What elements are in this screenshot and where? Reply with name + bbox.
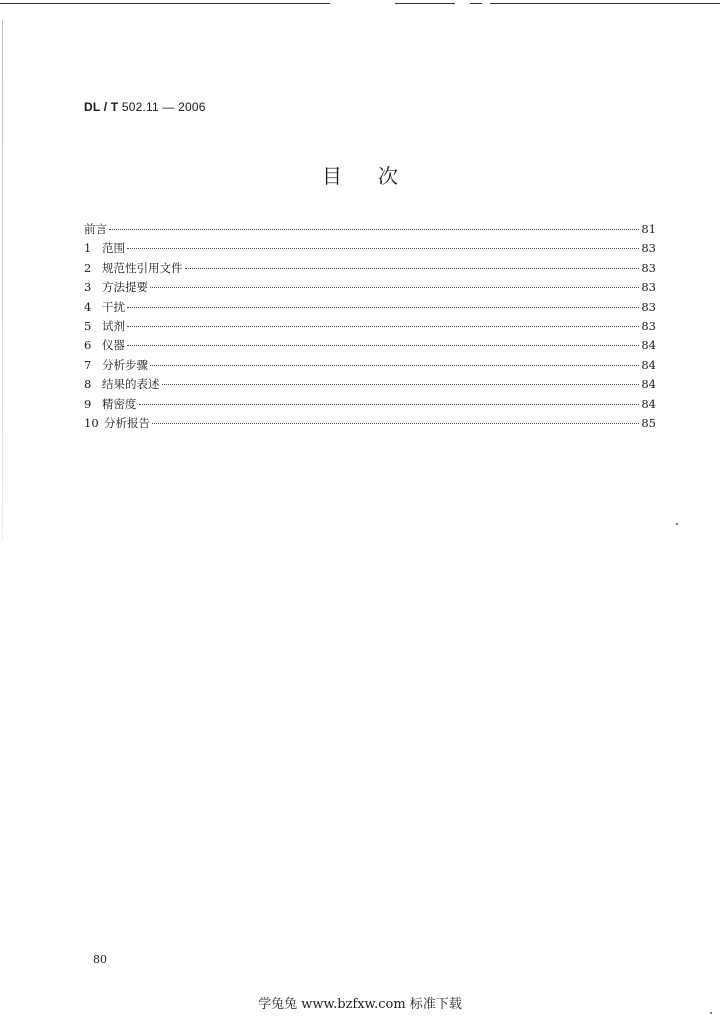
toc-entry-label: 范围 bbox=[102, 241, 125, 256]
toc-entry-number: 9 bbox=[84, 396, 92, 411]
toc-entry-page: 84 bbox=[641, 377, 656, 392]
toc-leader-dots bbox=[150, 365, 639, 366]
scan-border-left bbox=[2, 20, 3, 540]
toc-entry-label: 分析报告 bbox=[104, 415, 150, 430]
toc-entry[interactable] bbox=[84, 221, 656, 240]
toc-entry-label: 方法提要 bbox=[102, 280, 148, 295]
standard-code-header bbox=[84, 100, 206, 114]
toc-entry-label: 结果的表述 bbox=[102, 377, 160, 392]
toc-entry-page: 84 bbox=[641, 396, 656, 411]
toc-entry-number: 7 bbox=[84, 357, 92, 372]
toc-entry-number: 8 bbox=[84, 377, 92, 392]
toc-entry-page: 83 bbox=[641, 299, 656, 314]
toc-leader-dots bbox=[127, 326, 639, 327]
toc-entry[interactable] bbox=[84, 279, 656, 298]
toc-entry-number: 1 bbox=[84, 241, 92, 256]
toc-entry[interactable] bbox=[84, 357, 656, 376]
toc-leader-dots bbox=[127, 307, 639, 308]
toc-entry-number: 3 bbox=[84, 280, 92, 295]
toc-entry-number: 4 bbox=[84, 299, 92, 314]
scan-speck bbox=[710, 1012, 712, 1014]
standard-code-number: 502.11 — 2006 bbox=[121, 100, 206, 114]
toc-entry-label: 仪器 bbox=[102, 338, 125, 353]
page-number: 80 bbox=[93, 953, 107, 966]
toc-entry-label: 前言 bbox=[84, 222, 107, 236]
toc-entry-page: 81 bbox=[641, 222, 656, 236]
toc-entry[interactable] bbox=[84, 240, 656, 259]
toc-leader-dots bbox=[139, 404, 640, 405]
toc-leader-dots bbox=[109, 229, 639, 230]
toc-entry[interactable] bbox=[84, 396, 656, 415]
toc-entry-number: 5 bbox=[84, 318, 92, 333]
standard-code-prefix: DL / T bbox=[84, 100, 119, 114]
toc-entry-page: 83 bbox=[641, 241, 656, 256]
toc-leader-dots bbox=[127, 248, 639, 249]
toc-entry-label: 规范性引用文件 bbox=[102, 260, 183, 275]
toc-entry-number: 2 bbox=[84, 260, 92, 275]
toc-entry-label: 分析步骤 bbox=[102, 357, 148, 372]
toc-entry-number: 10 bbox=[84, 415, 99, 430]
toc-entry[interactable] bbox=[84, 260, 656, 279]
toc-entry-page: 83 bbox=[641, 318, 656, 333]
toc-entry[interactable] bbox=[84, 299, 656, 318]
toc-leader-dots bbox=[150, 287, 639, 288]
toc-leader-dots bbox=[152, 423, 639, 424]
toc-entry-page: 83 bbox=[641, 260, 656, 275]
toc-entry[interactable] bbox=[84, 415, 656, 434]
toc-title: 目次 bbox=[322, 164, 434, 188]
scan-border-top bbox=[0, 3, 720, 9]
download-watermark: 学兔兔 www.bzfxw.com 标准下载 bbox=[258, 997, 462, 1012]
toc-entry-page: 84 bbox=[641, 357, 656, 372]
toc-leader-dots bbox=[162, 384, 640, 385]
toc-leader-dots bbox=[185, 268, 640, 269]
toc-entry-label: 精密度 bbox=[102, 396, 137, 411]
scan-speck bbox=[676, 523, 678, 525]
toc-entry[interactable] bbox=[84, 337, 656, 356]
table-of-contents bbox=[84, 221, 656, 434]
toc-entry-number: 6 bbox=[84, 338, 92, 353]
toc-entry-page: 85 bbox=[641, 415, 656, 430]
toc-entry-label: 干扰 bbox=[102, 299, 125, 314]
toc-leader-dots bbox=[127, 345, 639, 346]
toc-entry-label: 试剂 bbox=[102, 318, 125, 333]
toc-entry-page: 84 bbox=[641, 338, 656, 353]
toc-entry[interactable] bbox=[84, 318, 656, 337]
toc-entry-page: 83 bbox=[641, 280, 656, 295]
toc-entry[interactable] bbox=[84, 376, 656, 395]
